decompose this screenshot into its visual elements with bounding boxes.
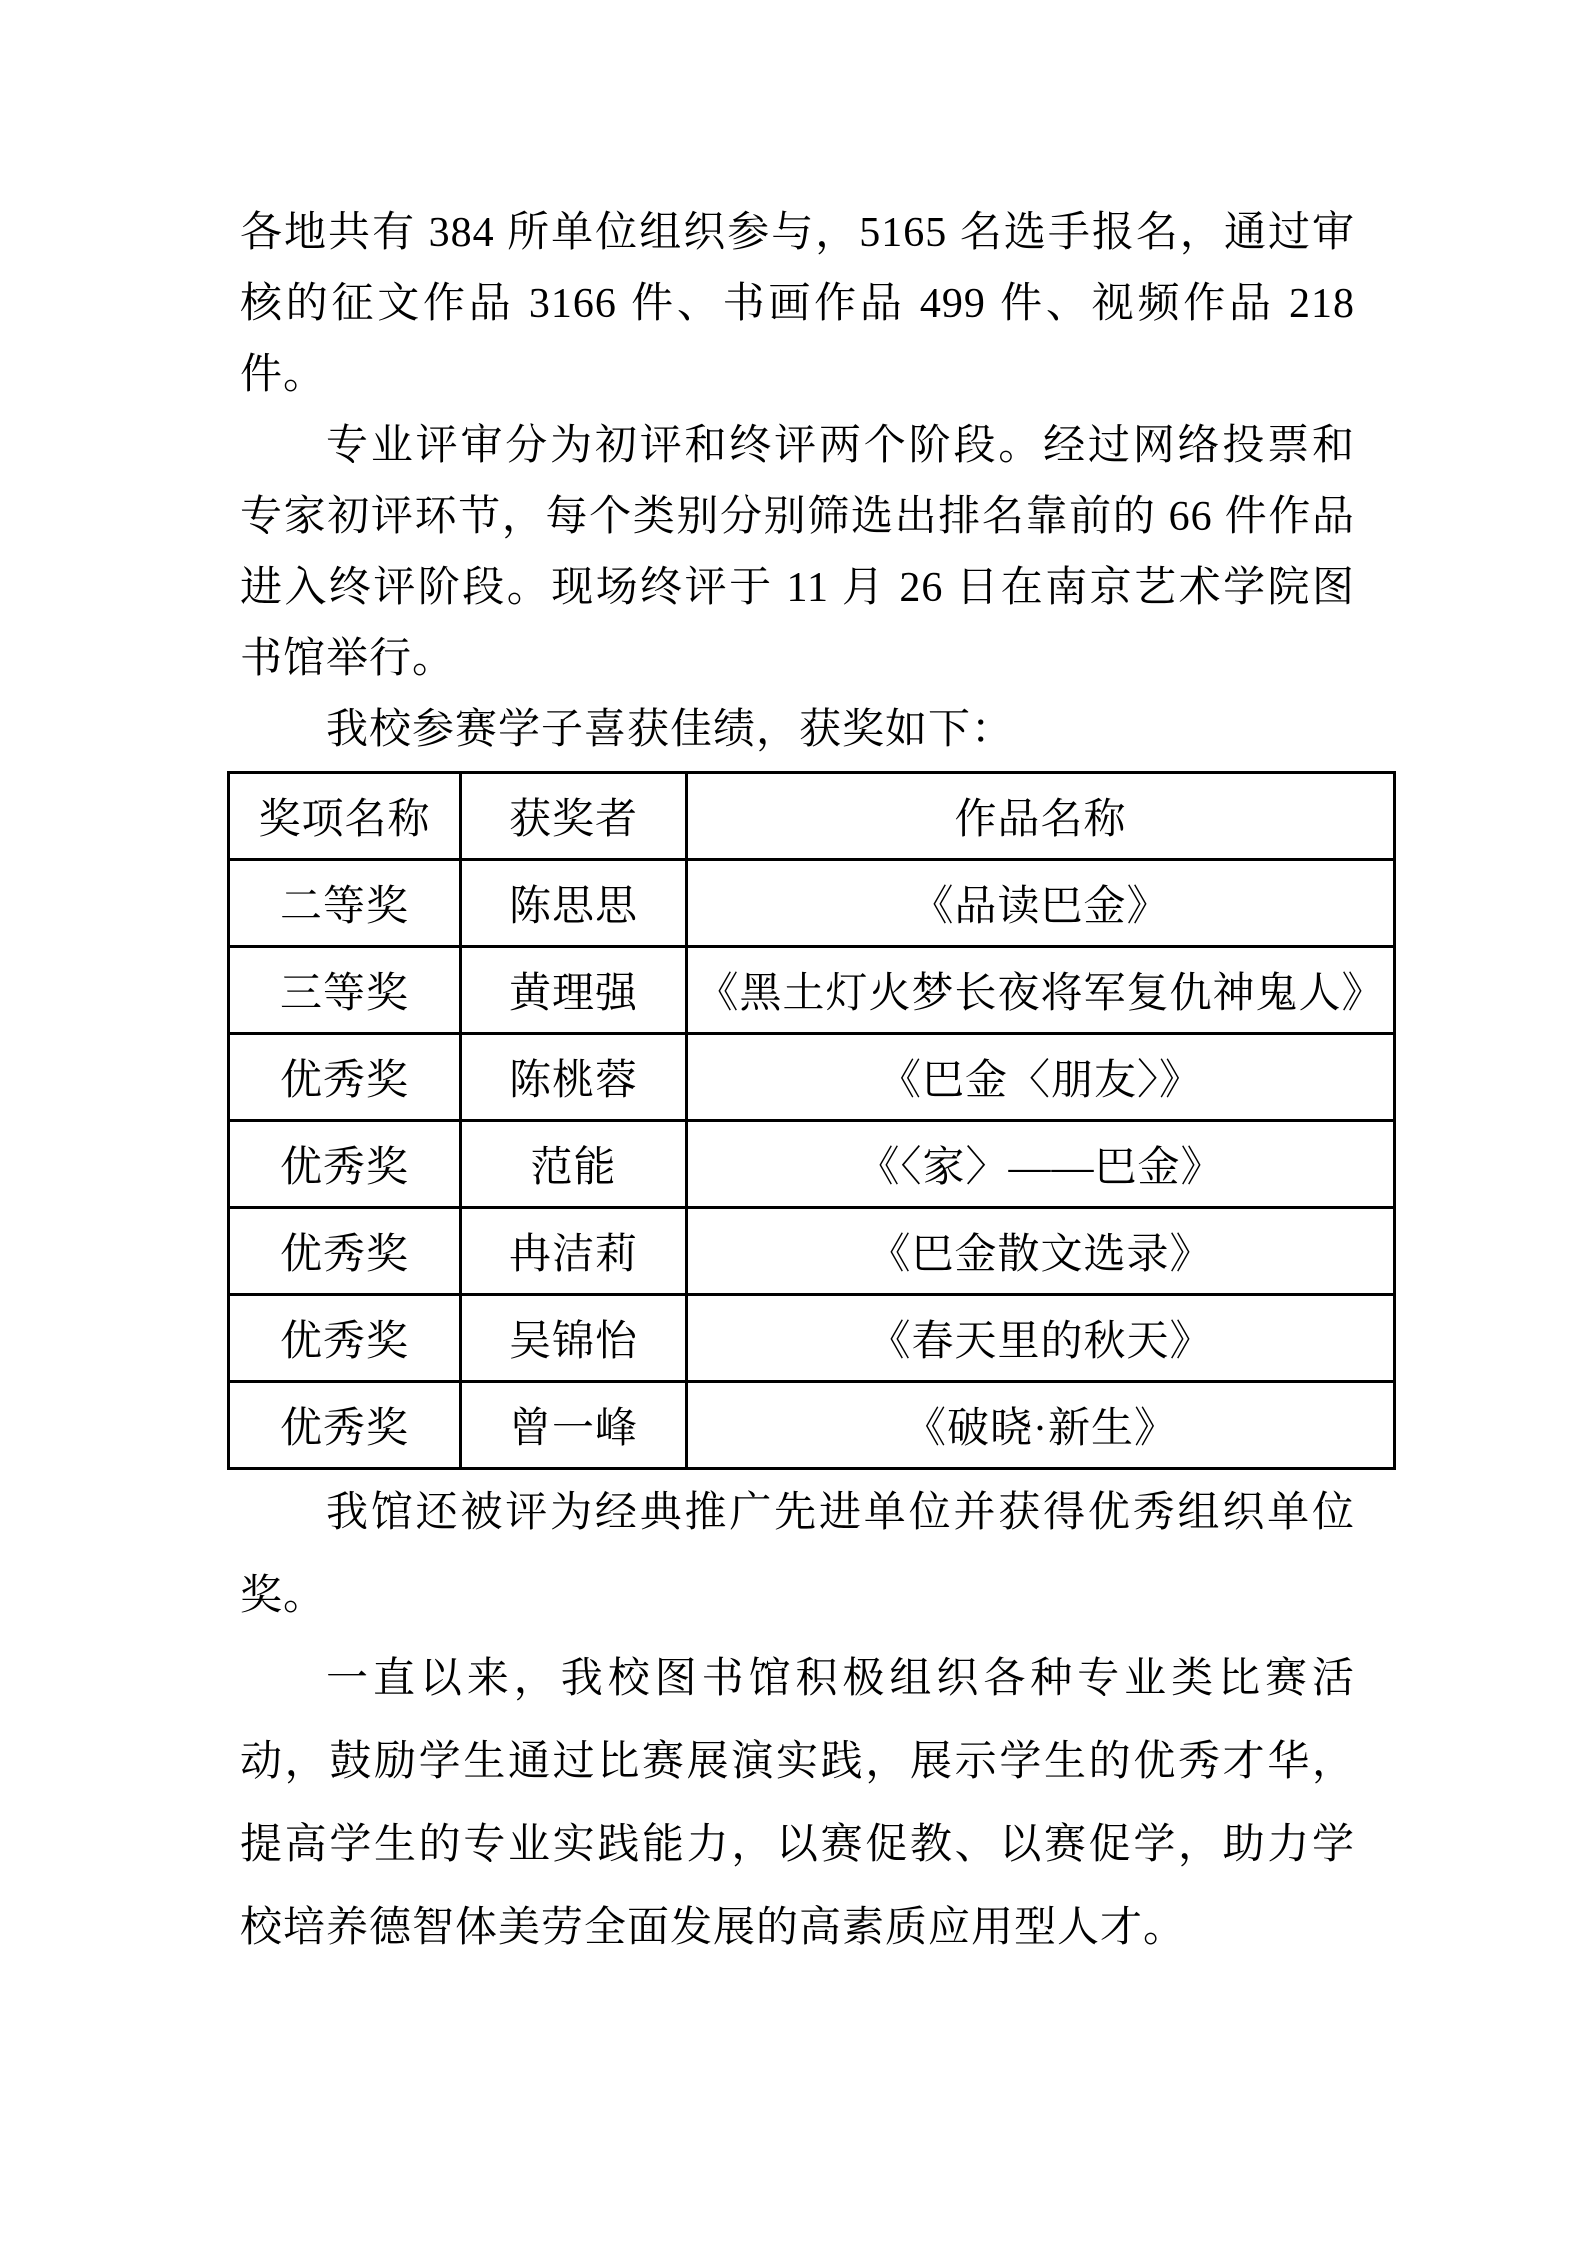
awards-table-row <box>229 1034 1395 1121</box>
awards-table-row <box>229 1208 1395 1295</box>
awards-table-row <box>229 1382 1395 1469</box>
winner-name-cell: 冉洁莉 <box>461 1208 687 1295</box>
winner-name-cell: 陈桃蓉 <box>461 1034 687 1121</box>
winner-name-cell: 曾一峰 <box>461 1382 687 1469</box>
awards-table-header-cell: 作品名称 <box>687 773 1395 860</box>
body-text-upper <box>240 198 1355 766</box>
work-title-cell: 《破晓·新生》 <box>687 1382 1395 1469</box>
work-title-cell: 《春天里的秋天》 <box>687 1295 1395 1382</box>
awards-table-header-row <box>229 773 1395 860</box>
body-text-lower <box>240 1472 1355 1970</box>
awards-table-row <box>229 1121 1395 1208</box>
work-title-cell: 《黑土灯火梦长夜将军复仇神鬼人》 <box>687 947 1395 1034</box>
awards-table-row <box>229 860 1395 947</box>
winner-name-cell: 范能 <box>461 1121 687 1208</box>
awards-table-row <box>229 1295 1395 1382</box>
award-name-cell: 二等奖 <box>229 860 461 947</box>
work-title-cell: 《巴金〈朋友〉》 <box>687 1034 1395 1121</box>
award-name-cell: 优秀奖 <box>229 1034 461 1121</box>
awards-table-body <box>229 860 1395 1469</box>
paragraph: 各地共有 384 所单位组织参与，5165 名选手报名，通过审核的征文作品 3166 件、书画作品 499 件、视频作品 218 件。 <box>240 210 1355 398</box>
winner-name-cell: 陈思思 <box>461 860 687 947</box>
award-name-cell: 优秀奖 <box>229 1295 461 1382</box>
paragraph: 我馆还被评为经典推广先进单位并获得优秀组织单位奖。 <box>240 1490 1355 1619</box>
award-name-cell: 优秀奖 <box>229 1382 461 1469</box>
work-title-cell: 《〈家〉——巴金》 <box>687 1121 1395 1208</box>
awards-table-row <box>229 947 1395 1034</box>
paragraph: 我校参赛学子喜获佳绩，获奖如下： <box>326 707 1015 753</box>
awards-table-header-cell: 奖项名称 <box>229 773 461 860</box>
awards-table <box>227 771 1396 1470</box>
paragraph: 专业评审分为初评和终评两个阶段。经过网络投票和专家初评环节，每个类别分别筛选出排名靠前的 66 件作品进入终评阶段。现场终评于 11 月 26 日在南京艺术学院图书馆举行。 <box>240 423 1355 682</box>
winner-name-cell: 吴锦怡 <box>461 1295 687 1382</box>
award-name-cell: 优秀奖 <box>229 1208 461 1295</box>
work-title-cell: 《品读巴金》 <box>687 860 1395 947</box>
document-body <box>240 198 1385 1970</box>
winner-name-cell: 黄理强 <box>461 947 687 1034</box>
award-name-cell: 优秀奖 <box>229 1121 461 1208</box>
award-name-cell: 三等奖 <box>229 947 461 1034</box>
paragraph: 一直以来，我校图书馆积极组织各种专业类比赛活动，鼓励学生通过比赛展演实践，展示学生的优秀才华，提高学生的专业实践能力，以赛促教、以赛促学，助力学校培养德智体美劳全面发展的高素质应用型人才。 <box>240 1656 1355 1951</box>
work-title-cell: 《巴金散文选录》 <box>687 1208 1395 1295</box>
awards-table-header-cell: 获奖者 <box>461 773 687 860</box>
